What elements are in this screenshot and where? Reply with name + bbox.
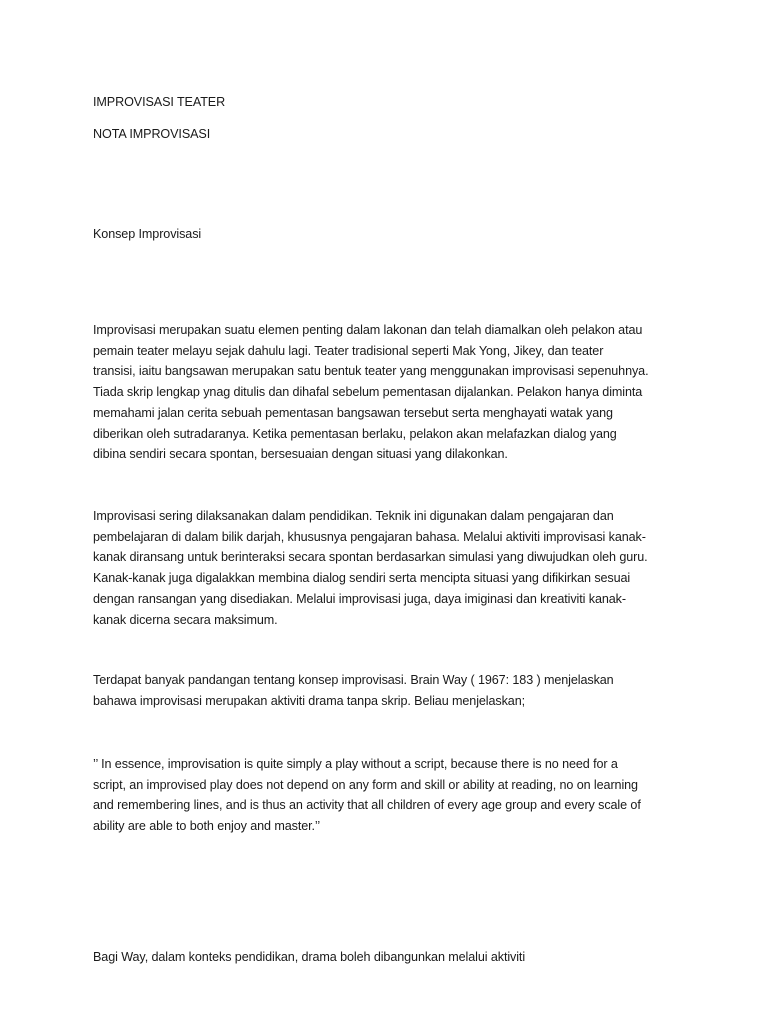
paragraph-line: dibina sendiri secara spontan, bersesuaian dengan situasi yang dilakonkan. [93, 447, 508, 462]
title-text: IMPROVISASI TEATER [93, 95, 226, 109]
quotation-line: and remembering lines, and is thus an activity that all children of every age group and every scale of [93, 798, 641, 813]
paragraph-line: Improvisasi sering dilaksanakan dalam pendidikan. Teknik ini digunakan dalam pengajaran dan [93, 509, 614, 523]
heading-text: Konsep Improvisasi [93, 227, 202, 241]
quotation-line: ’’ In essence, improvisation is quite simply a play without a script, because there is no need for a [93, 757, 618, 771]
paragraph-line: bahawa improvisasi merupakan aktiviti drama tanpa skrip. Beliau menjelaskan; [93, 693, 525, 708]
quotation-line: ability are able to both enjoy and master.’’ [93, 819, 321, 834]
section-heading [93, 224, 678, 245]
subtitle-text: NOTA IMPROVISASI [93, 127, 211, 141]
paragraph-line: kanak dicerna secara maksimum. [93, 612, 278, 627]
paragraph-line: Improvisasi merupakan suatu elemen penting dalam lakonan dan telah diamalkan oleh pelakon atau [93, 323, 643, 337]
paragraph-line: dengan ransangan yang disediakan. Melalui improvisasi juga, daya imiginasi dan kreativiti kanak- [93, 591, 626, 606]
paragraph-line: transisi, iaitu bangsawan merupakan satu bentuk teater yang menggunakan improvisasi sepenuhnya. [93, 364, 649, 379]
paragraph-line: Kanak-kanak juga digalakkan membina dialog sendiri serta mencipta situasi yang difikirkan sesuai [93, 571, 631, 586]
paragraph-line: Terdapat banyak pandangan tentang konsep improvisasi. Brain Way ( 1967: 183 ) menjelaskan [93, 673, 614, 687]
paragraph-1 [93, 320, 678, 465]
paragraph-line: Tiada skrip lengkap ynag ditulis dan dihafal sebelum pementasan dijalankan. Pelakon hanya diminta [93, 385, 643, 400]
quotation-paragraph [93, 754, 678, 837]
paragraph-line: diberikan oleh sutradaranya. Ketika pementasan berlaku, pelakon akan melafazkan dialog yang [93, 426, 617, 441]
paragraph-line: pemain teater melayu sejak dahulu lagi. Teater tradisional seperti Mak Yong, Jikey, dan teater [93, 343, 604, 358]
paragraph-line: memahami jalan cerita sebuah pementasan bangsawan tersebut serta menghayati watak yang [93, 405, 613, 420]
paragraph-line: Bagi Way, dalam konteks pendidikan, drama boleh dibangunkan melalui aktiviti [93, 950, 526, 964]
quotation-line: script, an improvised play does not depend on any form and skill or ability at reading, no on learning [93, 777, 638, 792]
paragraph-5 [93, 947, 678, 968]
document-subtitle [93, 124, 678, 145]
paragraph-line: kanak diransang untuk berinteraksi secara spontan berdasarkan simulasi yang diwujudkan oleh guru. [93, 550, 648, 565]
paragraph-3 [93, 670, 678, 711]
paragraph-line: pembelajaran di dalam bilik darjah, khususnya pengajaran bahasa. Melalui aktiviti improvisasi kanak- [93, 529, 646, 544]
document-title [93, 92, 678, 113]
paragraph-2 [93, 506, 678, 630]
